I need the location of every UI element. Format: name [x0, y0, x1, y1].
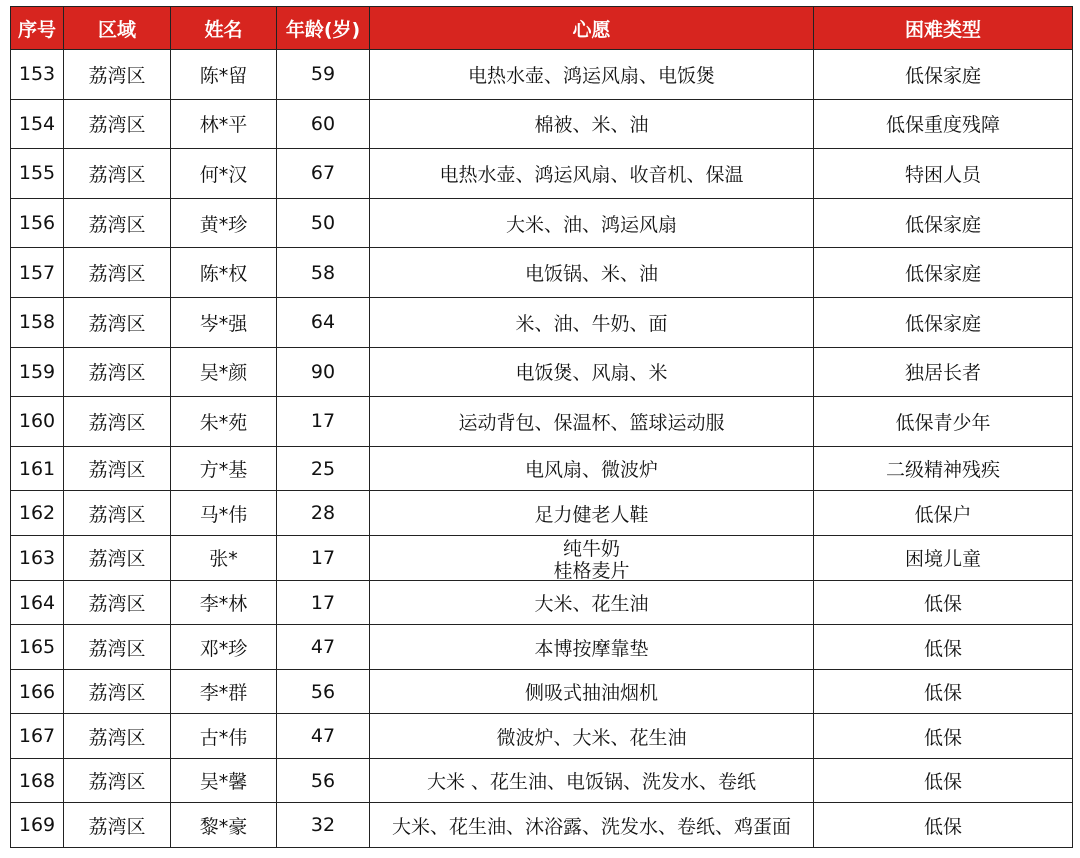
- cell-index: 157: [11, 248, 64, 298]
- table-row: [11, 535, 1073, 580]
- cell-wish: 米、油、牛奶、面: [370, 297, 814, 347]
- table-body: [11, 50, 1073, 848]
- cell-name: 何*汉: [171, 149, 277, 199]
- cell-name: 吴*颜: [171, 347, 277, 397]
- cell-index: 164: [11, 580, 64, 625]
- cell-hardship-type: 困境儿童: [814, 535, 1073, 580]
- cell-age: 47: [277, 714, 370, 759]
- cell-name: 黄*珍: [171, 198, 277, 248]
- cell-age: 59: [277, 50, 370, 100]
- cell-age: 25: [277, 446, 370, 491]
- cell-index: 166: [11, 669, 64, 714]
- cell-wish: 大米、油、鸿运风扇: [370, 198, 814, 248]
- cell-hardship-type: 低保: [814, 669, 1073, 714]
- cell-district: 荔湾区: [64, 446, 171, 491]
- cell-district: 荔湾区: [64, 669, 171, 714]
- cell-name: 岑*强: [171, 297, 277, 347]
- cell-hardship-type: 低保重度残障: [814, 99, 1073, 149]
- table-row: [11, 446, 1073, 491]
- table-row: [11, 397, 1073, 447]
- cell-district: 荔湾区: [64, 149, 171, 199]
- cell-age: 56: [277, 669, 370, 714]
- table-row: [11, 50, 1073, 100]
- cell-hardship-type: 独居长者: [814, 347, 1073, 397]
- cell-wish: [370, 535, 814, 580]
- cell-name: 朱*苑: [171, 397, 277, 447]
- cell-hardship-type: 低保: [814, 714, 1073, 759]
- table-row: [11, 491, 1073, 536]
- cell-wish: 大米、花生油、沐浴露、洗发水、卷纸、鸡蛋面: [370, 803, 814, 848]
- cell-name: 李*林: [171, 580, 277, 625]
- table-row: [11, 99, 1073, 149]
- cell-name: 张*: [171, 535, 277, 580]
- cell-age: 67: [277, 149, 370, 199]
- header-hardship-type: 困难类型: [814, 7, 1073, 50]
- cell-hardship-type: 低保: [814, 625, 1073, 670]
- cell-name: 李*群: [171, 669, 277, 714]
- cell-district: 荔湾区: [64, 491, 171, 536]
- cell-hardship-type: 低保家庭: [814, 50, 1073, 100]
- cell-hardship-type: 低保: [814, 803, 1073, 848]
- cell-age: 17: [277, 580, 370, 625]
- cell-hardship-type: 低保: [814, 758, 1073, 803]
- cell-wish: 微波炉、大米、花生油: [370, 714, 814, 759]
- cell-wish: 本博按摩靠垫: [370, 625, 814, 670]
- header-name: 姓名: [171, 7, 277, 50]
- cell-wish: 大米、花生油: [370, 580, 814, 625]
- cell-age: 64: [277, 297, 370, 347]
- cell-name: 古*伟: [171, 714, 277, 759]
- cell-age: 58: [277, 248, 370, 298]
- cell-wish: 足力健老人鞋: [370, 491, 814, 536]
- table-row: [11, 580, 1073, 625]
- table-row: [11, 248, 1073, 298]
- cell-age: 60: [277, 99, 370, 149]
- cell-wish: 棉被、米、油: [370, 99, 814, 149]
- cell-wish: 电热水壶、鸿运风扇、收音机、保温: [370, 149, 814, 199]
- cell-district: 荔湾区: [64, 50, 171, 100]
- cell-hardship-type: 低保户: [814, 491, 1073, 536]
- cell-age: 50: [277, 198, 370, 248]
- cell-wish: 运动背包、保温杯、篮球运动服: [370, 397, 814, 447]
- cell-wish: 大米 、花生油、电饭锅、洗发水、卷纸: [370, 758, 814, 803]
- wish-table: [10, 6, 1073, 848]
- cell-index: 169: [11, 803, 64, 848]
- cell-district: 荔湾区: [64, 580, 171, 625]
- cell-wish: 电饭煲、风扇、米: [370, 347, 814, 397]
- cell-index: 158: [11, 297, 64, 347]
- cell-name: 林*平: [171, 99, 277, 149]
- cell-wish: 电热水壶、鸿运风扇、电饭煲: [370, 50, 814, 100]
- cell-index: 165: [11, 625, 64, 670]
- cell-age: 90: [277, 347, 370, 397]
- table-row: [11, 347, 1073, 397]
- cell-index: 153: [11, 50, 64, 100]
- header-age: 年龄(岁): [277, 7, 370, 50]
- cell-index: 159: [11, 347, 64, 397]
- cell-index: 161: [11, 446, 64, 491]
- cell-index: 168: [11, 758, 64, 803]
- table-row: [11, 669, 1073, 714]
- cell-index: 160: [11, 397, 64, 447]
- table-row: [11, 625, 1073, 670]
- wish-list-sheet: [10, 6, 1072, 848]
- cell-district: 荔湾区: [64, 714, 171, 759]
- cell-district: 荔湾区: [64, 803, 171, 848]
- header-district: 区域: [64, 7, 171, 50]
- cell-district: 荔湾区: [64, 535, 171, 580]
- cell-hardship-type: 低保青少年: [814, 397, 1073, 447]
- table-row: [11, 198, 1073, 248]
- cell-hardship-type: 低保家庭: [814, 297, 1073, 347]
- cell-name: 吴*馨: [171, 758, 277, 803]
- cell-hardship-type: 二级精神残疾: [814, 446, 1073, 491]
- cell-age: 47: [277, 625, 370, 670]
- cell-wish: 侧吸式抽油烟机: [370, 669, 814, 714]
- cell-index: 156: [11, 198, 64, 248]
- cell-name: 陈*权: [171, 248, 277, 298]
- cell-district: 荔湾区: [64, 397, 171, 447]
- cell-index: 163: [11, 535, 64, 580]
- header-index: 序号: [11, 7, 64, 50]
- cell-district: 荔湾区: [64, 297, 171, 347]
- cell-district: 荔湾区: [64, 347, 171, 397]
- cell-age: 28: [277, 491, 370, 536]
- header-row: [11, 7, 1073, 50]
- cell-hardship-type: 低保家庭: [814, 248, 1073, 298]
- cell-hardship-type: 低保家庭: [814, 198, 1073, 248]
- table-row: [11, 758, 1073, 803]
- cell-name: 陈*留: [171, 50, 277, 100]
- table-row: [11, 803, 1073, 848]
- cell-district: 荔湾区: [64, 625, 171, 670]
- cell-wish: 电风扇、微波炉: [370, 446, 814, 491]
- cell-name: 方*基: [171, 446, 277, 491]
- cell-age: 56: [277, 758, 370, 803]
- header-wish: 心愿: [370, 7, 814, 50]
- cell-hardship-type: 特困人员: [814, 149, 1073, 199]
- table-row: [11, 149, 1073, 199]
- cell-name: 黎*豪: [171, 803, 277, 848]
- cell-district: 荔湾区: [64, 248, 171, 298]
- cell-index: 162: [11, 491, 64, 536]
- cell-age: 17: [277, 535, 370, 580]
- cell-district: 荔湾区: [64, 198, 171, 248]
- cell-index: 155: [11, 149, 64, 199]
- cell-age: 32: [277, 803, 370, 848]
- cell-wish: 电饭锅、米、油: [370, 248, 814, 298]
- cell-index: 154: [11, 99, 64, 149]
- cell-wish-multiline: 纯牛奶 桂格麦片: [553, 537, 630, 580]
- table-row: [11, 297, 1073, 347]
- cell-name: 马*伟: [171, 491, 277, 536]
- cell-age: 17: [277, 397, 370, 447]
- table-row: [11, 714, 1073, 759]
- cell-index: 167: [11, 714, 64, 759]
- cell-district: 荔湾区: [64, 99, 171, 149]
- cell-district: 荔湾区: [64, 758, 171, 803]
- cell-name: 邓*珍: [171, 625, 277, 670]
- cell-hardship-type: 低保: [814, 580, 1073, 625]
